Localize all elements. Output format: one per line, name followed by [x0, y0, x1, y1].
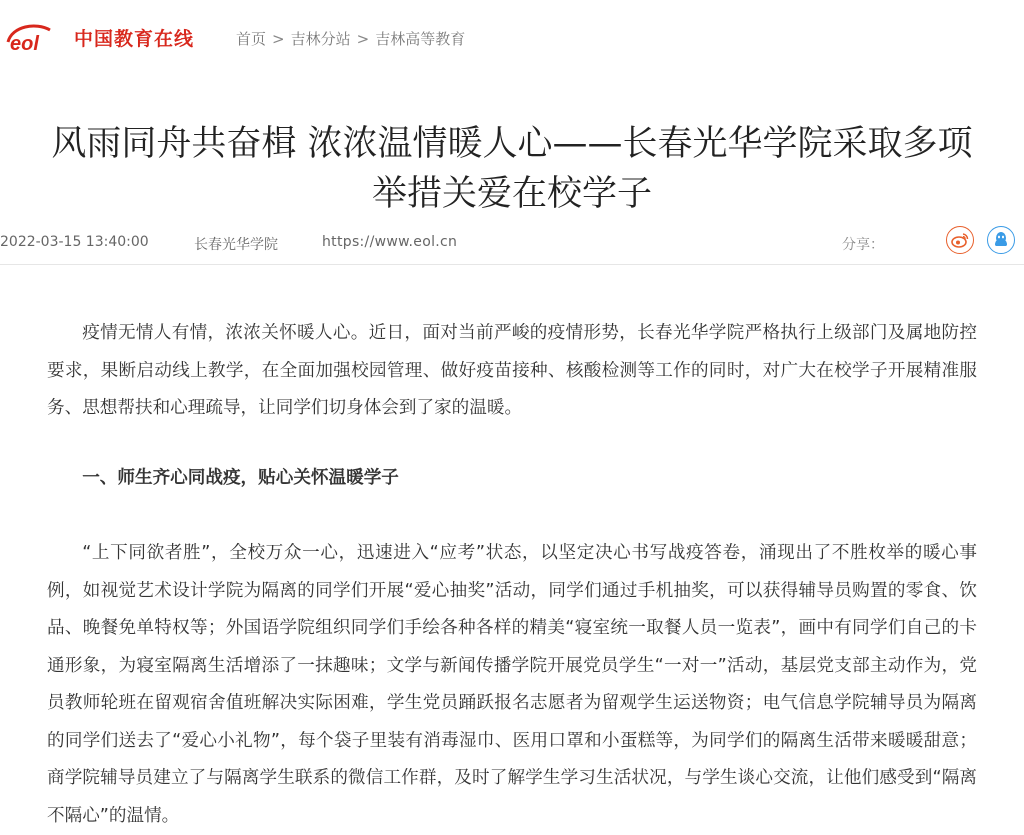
article-meta: [0, 230, 1024, 256]
article-title-line2: 举措关爱在校学子: [371, 174, 652, 215]
share-label: 分享：: [842, 237, 884, 253]
qq-icon: [993, 231, 1009, 249]
article-source: 长春光华学院: [194, 237, 278, 253]
weibo-icon: [951, 232, 969, 248]
site-logo[interactable]: [6, 20, 194, 54]
article-title-line1: 风雨同舟共奋楫 浓浓温情暖人心——长春光华学院采取多项: [51, 124, 973, 165]
article-title: [0, 119, 1024, 219]
share-qq-button[interactable]: [987, 226, 1015, 254]
breadcrumb: [236, 28, 465, 49]
breadcrumb-jilin[interactable]: 吉林分站: [290, 30, 351, 48]
share-weibo-button[interactable]: [946, 226, 974, 254]
source-url[interactable]: https://www.eol.cn: [322, 234, 458, 250]
meta-divider: [0, 264, 1024, 265]
site-name: 中国教育在线: [74, 27, 195, 50]
breadcrumb-separator: >: [272, 30, 285, 48]
svg-text:eol: eol: [10, 33, 39, 54]
section-heading: 一、师生齐心同战疫，贴心关怀温暖学子: [82, 468, 399, 488]
breadcrumb-home[interactable]: 首页: [236, 30, 267, 48]
top-bar: [0, 0, 1024, 72]
article-paragraph: “上下同欲者胜”，全校万众一心，迅速进入“应考”状态，以坚定决心书写战疫答卷，涌现出了不胜枚举的暖心事例，如视觉艺术设计学院为隔离的同学们开展“爱心抽奖”活动，同学们通过手机抽奖，可以获得辅导员购置的零食、饮品、晚餐免单特权等；外国语学院组织同学们手绘各种各样的精美“寝室统一取餐人员一览表”，画中有同学们自己的卡通形象，为寝室隔离生活增添了一抹趣味；文学与新闻传播学院开展党员学生“一对一”活动，基层党支部主动作为，党员教师轮班在留观宿舍值班解决实际困难，学生党员踊跃报名志愿者为留观学生运送物资；电气信息学院辅导员为隔离的同学们送去了“爱心小礼物”，每个袋子里装有消毒湿巾、医用口罩和小蛋糕等，为同学们的隔离生活带来暖暖甜意；商学院辅导员建立了与隔离学生联系的微信工作群，及时了解学生学习生活状况，与学生谈心交流，让他们感受到“隔离不隔心”的温情。: [47, 543, 977, 826]
breadcrumb-jilin-higher-ed[interactable]: 吉林高等教育: [375, 30, 466, 48]
eol-logo-mark: [6, 20, 68, 54]
article-paragraph: 疫情无情人有情，浓浓关怀暖人心。近日，面对当前严峻的疫情形势，长春光华学院严格执行上级部门及属地防控要求，果断启动线上教学，在全面加强校园管理、做好疫苗接种、核酸检测等工作的同时，对广大在校学子开展精准服务、思想帮扶和心理疏导，让同学们切身体会到了家的温暖。: [47, 323, 977, 418]
breadcrumb-separator: >: [356, 30, 370, 48]
publish-date: 2022-03-15 13:40:00: [0, 234, 149, 250]
